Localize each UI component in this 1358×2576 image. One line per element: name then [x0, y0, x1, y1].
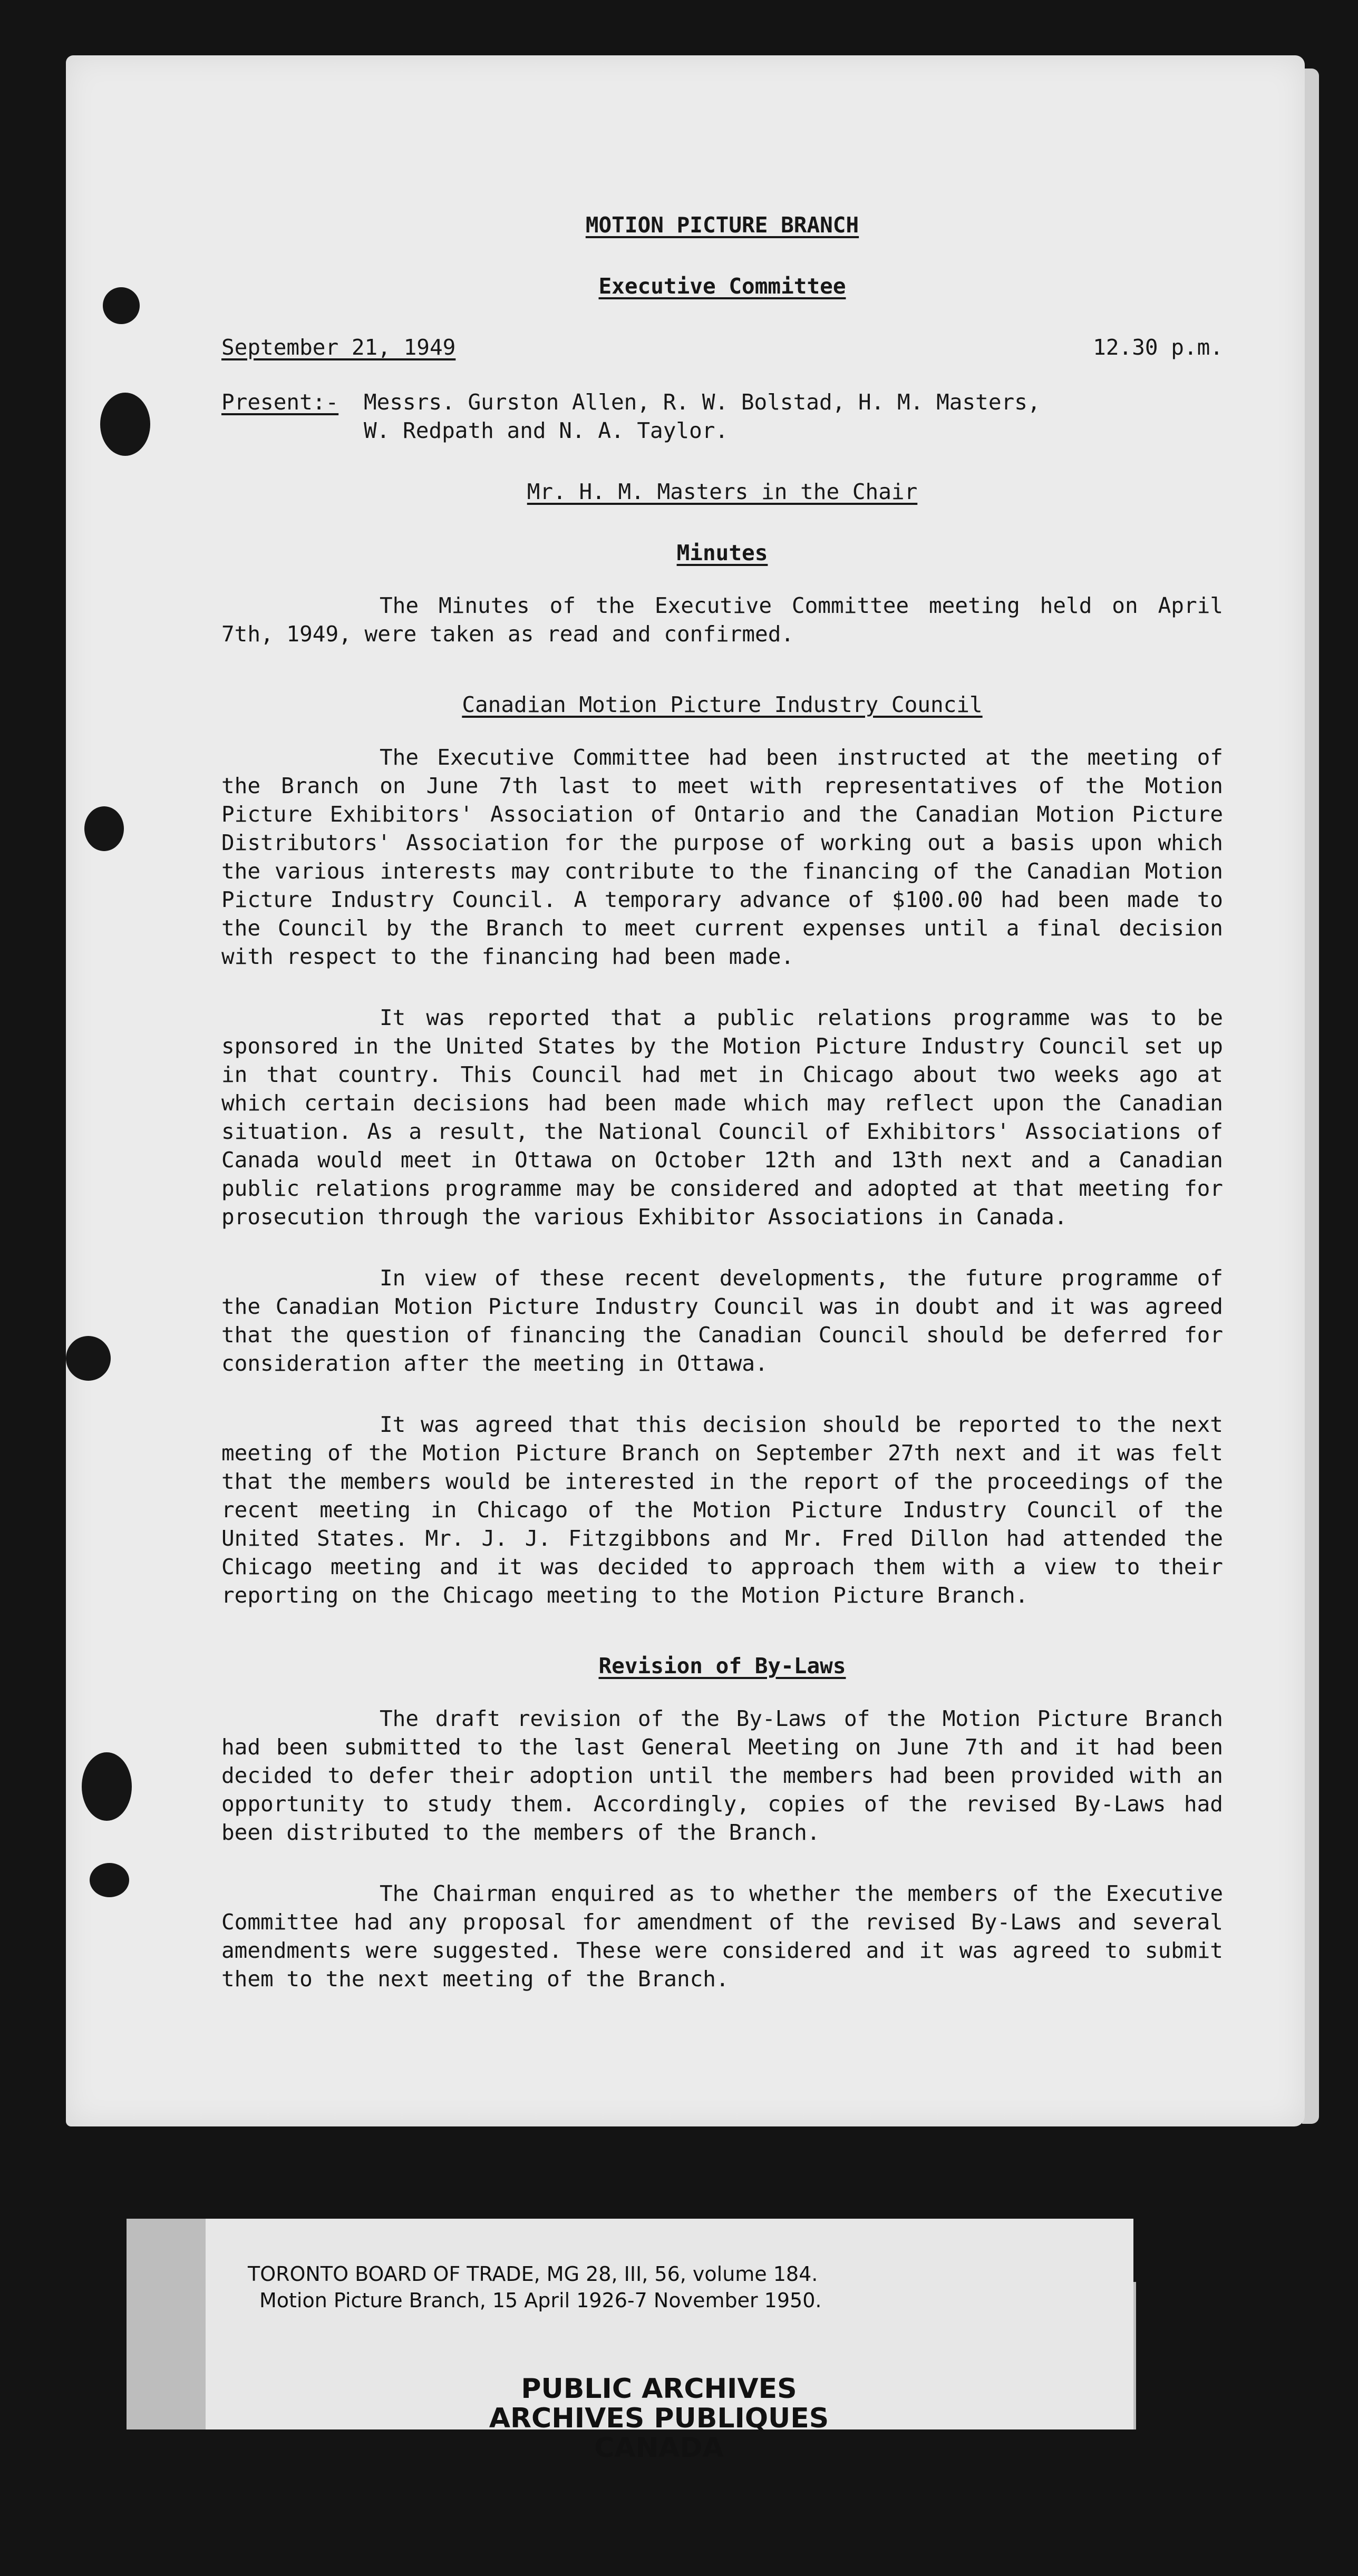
punch-hole [90, 1863, 129, 1897]
date-row [221, 333, 1223, 362]
chair-note: Mr. H. M. Masters in the Chair [527, 479, 918, 504]
meeting-time: 12.30 p.m. [1093, 335, 1223, 360]
reference-line-2: Motion Picture Branch, 15 April 1926-7 November 1950. [259, 2289, 822, 2312]
council-paragraph-2: It was reported that a public relations programme was to be sponsored in the United States by the Motion Picture Industry Council set up in that country. This Council had met in Chicago about two weeks ago at which certain decisions had been made which may reflect upon the Canadian situation. As a result, the National Council of Exhibitors' Associations of Canada would meet in Ottawa on October 12th and 13th next and a Canadian public relations programme may be considered and adopted at that meeting for prosecution through the various Exhibitor Associations in Canada. [221, 1005, 1223, 1230]
council-paragraph-4: It was agreed that this decision should be reported to the next meeting of the Motion Picture Branch on September 27th next and it was felt that the members would be interested in the report of the proceedings of the recent meeting in Chicago of the Motion Picture Industry Council of the United States. Mr. J. J. Fitzgibbons and Mr. Fred Dillon had attended the Chicago meeting and it was decided to approach them with a view to their reporting on the Chicago meeting to the Motion Picture Branch. [221, 1412, 1223, 1608]
meeting-date: September 21, 1949 [221, 335, 456, 360]
punch-hole [103, 287, 140, 324]
bylaws-paragraph-2: The Chairman enquired as to whether the members of the Executive Committee had any proposal for amendment of the revised By-Laws and several amendments were suggested. These were considered and it was agreed to submit them to the next meeting of the Branch. [221, 1881, 1223, 1992]
archive-reference [248, 2261, 1012, 2314]
council-paragraph-3: In view of these recent developments, the future programme of the Canadian Motion Picture Industry Council was in doubt and it was agreed that the question of financing the Canadian Council should be deferred for consideration after the meeting in Ottawa. [221, 1265, 1223, 1376]
attendance [221, 388, 1223, 445]
punch-hole [82, 1752, 132, 1821]
label-frame-left [127, 2219, 214, 2429]
present-label: Present:- [221, 389, 339, 415]
archives-stamp [395, 2374, 923, 2463]
minutes-body [221, 211, 1223, 1993]
bylaws-heading: Revision of By-Laws [598, 1653, 846, 1679]
branch-title: MOTION PICTURE BRANCH [585, 212, 859, 238]
council-paragraph-1: The Executive Committee had been instructed at the meeting of the Branch on June 7th last to meet with representatives of the Motion Picture Exhibitors' Association of Ontario and the Canadian Motion Picture Distributors' Association for the purpose of working out a basis upon which the various interests may contribute to the financing of the Canadian Motion Picture Industry Council. A temporary advance of $100.00 had been made to the Council by the Branch to meet current expenses until a final decision with respect to the financing had been made. [221, 745, 1223, 969]
minutes-heading: Minutes [676, 540, 768, 565]
punch-hole [100, 393, 150, 456]
stamp-line-2: ARCHIVES PUBLIQUES [489, 2403, 829, 2434]
punch-hole [66, 1336, 111, 1381]
reference-line-1: TORONTO BOARD OF TRADE, MG 28, III, 56, volume 184. [248, 2262, 818, 2286]
minutes-paragraph: The Minutes of the Executive Committee meeting held on April 7th, 1949, were taken as read and confirmed. [221, 593, 1223, 647]
committee-title: Executive Committee [598, 274, 846, 299]
stamp-line-1: PUBLIC ARCHIVES [521, 2373, 797, 2405]
stamp-line-3: CANADA [594, 2432, 724, 2464]
council-heading: Canadian Motion Picture Industry Council [462, 692, 983, 717]
attendees-line-1: Messrs. Gurston Allen, R. W. Bolstad, H. M. Masters, [364, 389, 1041, 415]
attendee-list [348, 388, 1041, 445]
bylaws-paragraph-1: The draft revision of the By-Laws of the Motion Picture Branch had been submitted to the last General Meeting on June 7th and it had been decided to defer their adoption until the members had been provided with an opportunity to study them. Accordingly, copies of the revised By-Laws had been distributed to the members of the Branch. [221, 1706, 1223, 1845]
attendees-line-2: W. Redpath and N. A. Taylor. [364, 418, 729, 443]
punch-hole [84, 806, 124, 851]
